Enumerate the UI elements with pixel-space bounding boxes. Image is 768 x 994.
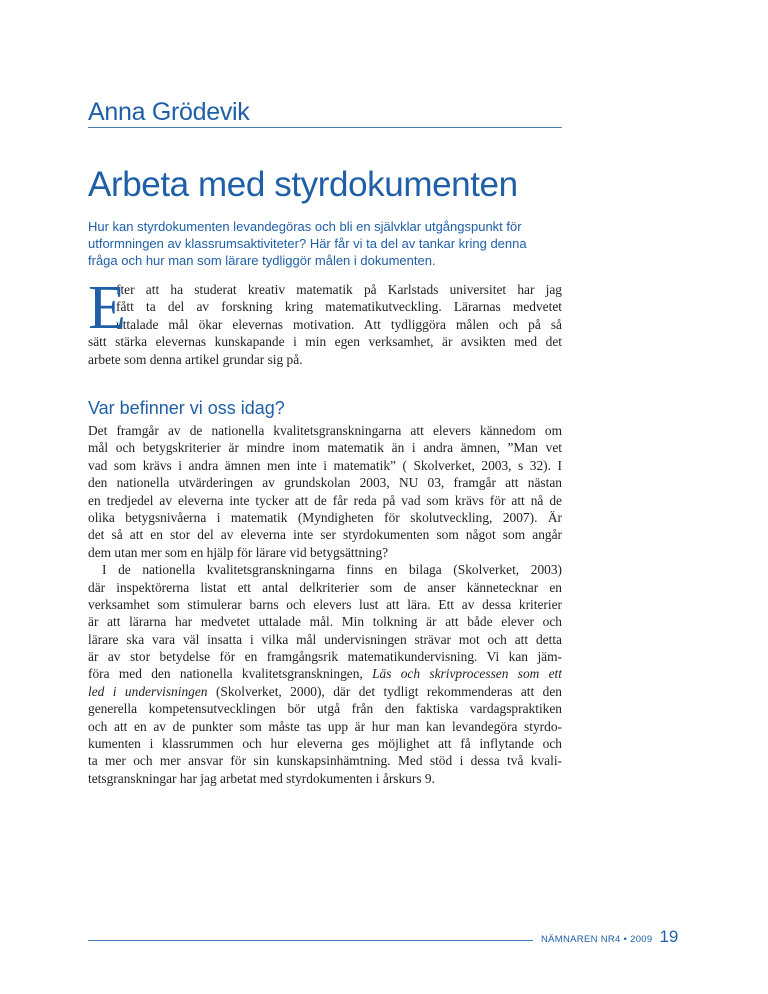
body-line: ta mer och mer ansvar för sin kunskapsinhämtning. Med stöd i dessa två kvali- <box>88 753 562 769</box>
section-heading: Var befinner vi oss idag? <box>88 398 285 418</box>
body-line: den nationella utvärderingen av grundskolan 2003, NU 03, framgår att nästan <box>88 475 562 491</box>
body-line: det så att en stor del av eleverna inte ser styrdokumenten som något som angår <box>88 527 562 543</box>
body-line: en tredjedel av eleverna inte tycker att de får reda på vad som krävs för att nå de <box>88 492 562 508</box>
body-line: kumenten i klassrummen och hur eleverna ges möjlighet att få inflytande och <box>88 736 562 752</box>
body-line: är av stor betydelse för en framgångsrik matematikundervisning. Vi kan jäm- <box>88 649 562 665</box>
body-line: där inspektörerna listat ett antal delkriterier som de anser kännetecknar en <box>88 579 562 595</box>
body-line-with-title <box>88 665 562 682</box>
lead-paragraph <box>88 274 562 368</box>
lead-line: arbete som denna artikel grundar sig på. <box>88 351 303 367</box>
ingress-line: utformningen av klassrumsaktiviteter? Här får vi ta del av tankar kring denna <box>88 236 527 251</box>
lead-line: fter att ha studerat kreativ matematik på Karlstads universitet har jag <box>116 282 562 297</box>
body-line: olika betygsnivåerna i matematik (Myndigheten för skolutveckling, 2007). Är <box>88 509 562 525</box>
body-line: tetsgranskningar har jag arbetat med styrdokumenten i årskurs 9. <box>88 770 435 786</box>
page-number: 19 <box>659 927 679 946</box>
body-line: mål och betygskriterier är mindre inom matematik än i andra ämnen, ”Man vet <box>88 440 562 456</box>
cited-title: Läs och skrivprocessen som ett <box>372 666 562 682</box>
body-text-span: (Skolverket, 2000), där det tydligt rekommenderas att den <box>215 683 562 699</box>
ingress-line: Hur kan styrdokumenten levandegöras och bli en självklar utgångspunkt för <box>88 219 522 234</box>
footer-divider <box>88 940 533 941</box>
body-line: generella kompetensutvecklingen bör utgå från den faktiska vardagspraktiken <box>88 701 562 717</box>
body-line: verksamhet som stimulerar barns och elevers lust att lära. Ett av dessa kriterier <box>88 596 562 612</box>
article-ingress <box>88 218 568 269</box>
page-footer <box>541 927 678 947</box>
article-title: Arbeta med styrdokumenten <box>88 165 518 204</box>
body-text <box>88 422 562 787</box>
lead-line: sätt stärka elevernas kunskapande i min egen verksamhet, är avsikten med det <box>88 334 562 350</box>
body-line: dem utan mer som en hjälp för lärare vid betygsättning? <box>88 544 389 560</box>
body-line: lärare ska vara väl insatta i vilka mål undervisningen strävar mot och att detta <box>88 631 562 647</box>
lead-line: uttalade mål ökar elevernas motivation. Att tydliggöra målen och på så <box>116 316 562 332</box>
author-name: Anna Grödevik <box>88 98 250 126</box>
body-line: vad som krävs i andra ämnen men inte i matematik” ( Skolverket, 2003, s 32). I <box>88 457 562 473</box>
author-divider <box>88 127 562 128</box>
body-line-with-title <box>88 683 562 700</box>
body-line: är att lärarna har medvetet uttalade mål. Min tolkning är att både elever och <box>88 614 562 630</box>
cited-title: led i undervisningen <box>88 683 208 699</box>
body-line: I de nationella kvalitetsgranskningarna finns en bilaga (Skolverket, 2003) <box>102 562 562 578</box>
drop-cap: E <box>88 274 126 342</box>
body-line: och att en av de punkter som måste tas upp är hur man kan levandegöra styrdo- <box>88 718 562 734</box>
magazine-issue: NÄMNAREN NR4 • 2009 <box>541 934 653 945</box>
body-text-span: föra med den nationella kvalitetsgranskningen, <box>88 666 363 682</box>
ingress-line: fråga och hur man som lärare tydliggör målen i dokumenten. <box>88 253 436 268</box>
body-line: Det framgår av de nationella kvalitetsgranskningarna att elevers kännedom om <box>88 423 562 438</box>
lead-line: fått ta del av forskning kring matematikutveckling. Lärarnas medvetet <box>116 299 562 315</box>
